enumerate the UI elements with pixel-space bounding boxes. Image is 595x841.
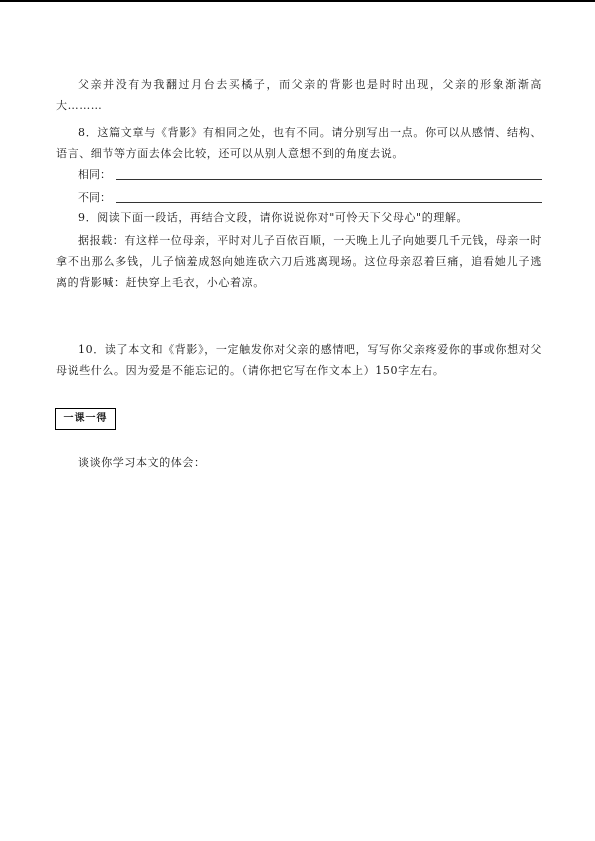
question-10-text: 10．读了本文和《背影》，一定触发你对父亲的感情吧，写写你父亲疼爱你的事或你想对父母说些什么。因为爱是不能忘记的。（请你把它写在作文本上）150字左右。 (56, 343, 542, 377)
question-8 (56, 122, 542, 164)
question-8-text: 8．这篇文章与《背影》有相同之处，也有不同。请分别写出一点。你可以从感情、结构、语言、细节等方面去体会比较，还可以从别人意想不到的角度去说。 (56, 126, 542, 160)
question-9-passage (56, 230, 542, 293)
question-9 (56, 207, 542, 228)
question-9-passage-text: 据报载：有这样一位母亲，平时对儿子百依百顺，一天晚上儿子向她要几千元钱，母亲一时拿不出那么多钱，儿子恼羞成怒向她连砍六刀后逃离现场。这位母亲忍着巨痛，追看她儿子逃离的背影喊：赶快穿上毛衣，小心着凉。 (56, 234, 542, 289)
top-rule (0, 0, 595, 2)
paragraph-father-text: 父亲并没有为我翻过月台去买橘子，而父亲的背影也是时时出现，父亲的形象渐渐高大……… (56, 78, 542, 112)
question-10 (56, 339, 542, 381)
section-prompt (56, 452, 542, 473)
answer-same-label: 相同： (78, 168, 111, 181)
answer-different-line[interactable] (116, 202, 542, 203)
section-prompt-text: 谈谈你学习本文的体会： (78, 456, 206, 469)
answer-different-label: 不同： (78, 191, 111, 204)
answer-same (56, 164, 542, 185)
section-box-label: 一课一得 (55, 408, 116, 430)
question-9-text: 9．阅读下面一段话，再结合文段，请你说说你对"可怜天下父母心"的理解。 (78, 211, 469, 224)
answer-same-line[interactable] (116, 179, 542, 180)
answer-different (56, 187, 542, 208)
paragraph-father (56, 74, 542, 116)
